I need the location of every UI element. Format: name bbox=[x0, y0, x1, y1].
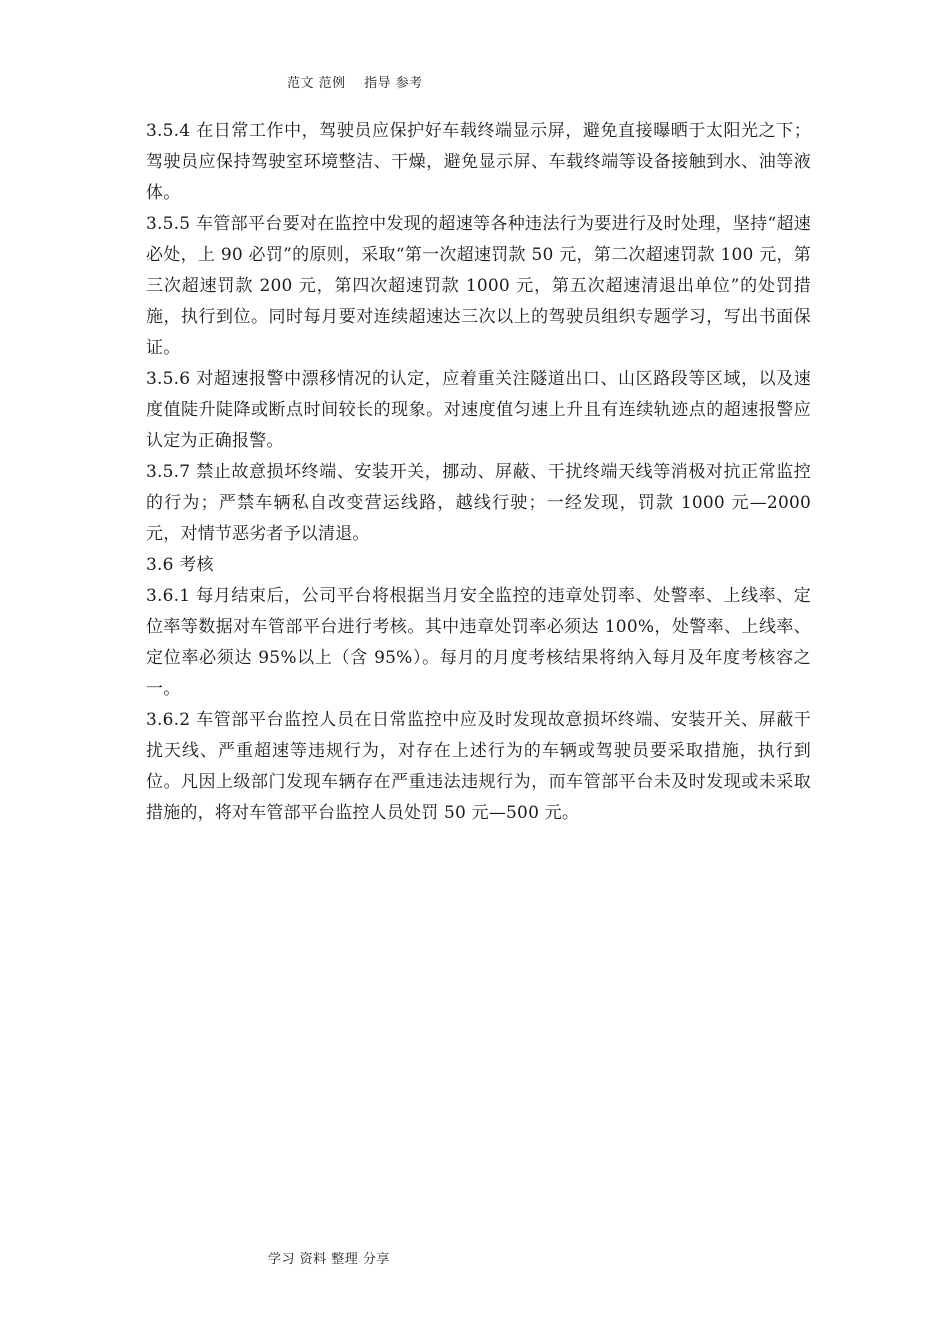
paragraph-3-5-5: 3.5.5 车管部平台要对在监控中发现的超速等各种违法行为要进行及时处理，坚持“超速必处，上 90 必罚”的原则，采取“第一次超速罚款 50 元，第二次超速罚款 100 元，第三次超速罚款 200 元，第四次超速罚款 1000 元，第五次超速清退出单位”的处罚措施，执行到位。同时每月要对连续超速达三次以上的驾驶员组织专题学习，写出书面保证。 bbox=[146, 214, 811, 358]
paragraph-3-5-7: 3.5.7 禁止故意损坏终端、安装开关，挪动、屏蔽、干扰终端天线等消极对抗正常监控的行为；严禁车辆私自改变营运线路，越线行驶；一经发现，罚款 1000 元—2000 元，对情节恶劣者予以清退。 bbox=[146, 462, 811, 544]
paragraph-3-6-2: 3.6.2 车管部平台监控人员在日常监控中应及时发现故意损坏终端、安装开关、屏蔽干扰天线、严重超速等违规行为，对存在上述行为的车辆或驾驶员要采取措施，执行到位。凡因上级部门发现车辆存在严重违法违规行为，而车管部平台未及时发现或未采取措施的，将对车管部平台监控人员处罚 50 元—500 元。 bbox=[146, 710, 811, 823]
section-heading-3-6: 3.6 考核 bbox=[146, 555, 214, 575]
page-footer: 学习 资料 整理 分享 bbox=[268, 1252, 390, 1267]
page-header: 范文 范例 指导 参考 bbox=[287, 76, 423, 91]
paragraph-3-5-6: 3.5.6 对超速报警中漂移情况的认定，应着重关注隧道出口、山区路段等区域，以及速度值陡升陡降或断点时间较长的现象。对速度值匀速上升且有连续轨迹点的超速报警应认定为正确报警。 bbox=[146, 369, 811, 451]
paragraph-3-5-4: 3.5.4 在日常工作中，驾驶员应保护好车载终端显示屏，避免直接曝晒于太阳光之下；驾驶员应保持驾驶室环境整洁、干燥，避免显示屏、车载终端等设备接触到水、油等液体。 bbox=[146, 121, 811, 203]
document-body bbox=[146, 116, 811, 829]
paragraph-3-6-1: 3.6.1 每月结束后，公司平台将根据当月安全监控的违章处罚率、处警率、上线率、定位率等数据对车管部平台进行考核。其中违章处罚率必须达 100%，处警率、上线率、定位率必须达 95%以上（含 95%）。每月的月度考核结果将纳入每月及年度考核容之一。 bbox=[146, 586, 811, 699]
